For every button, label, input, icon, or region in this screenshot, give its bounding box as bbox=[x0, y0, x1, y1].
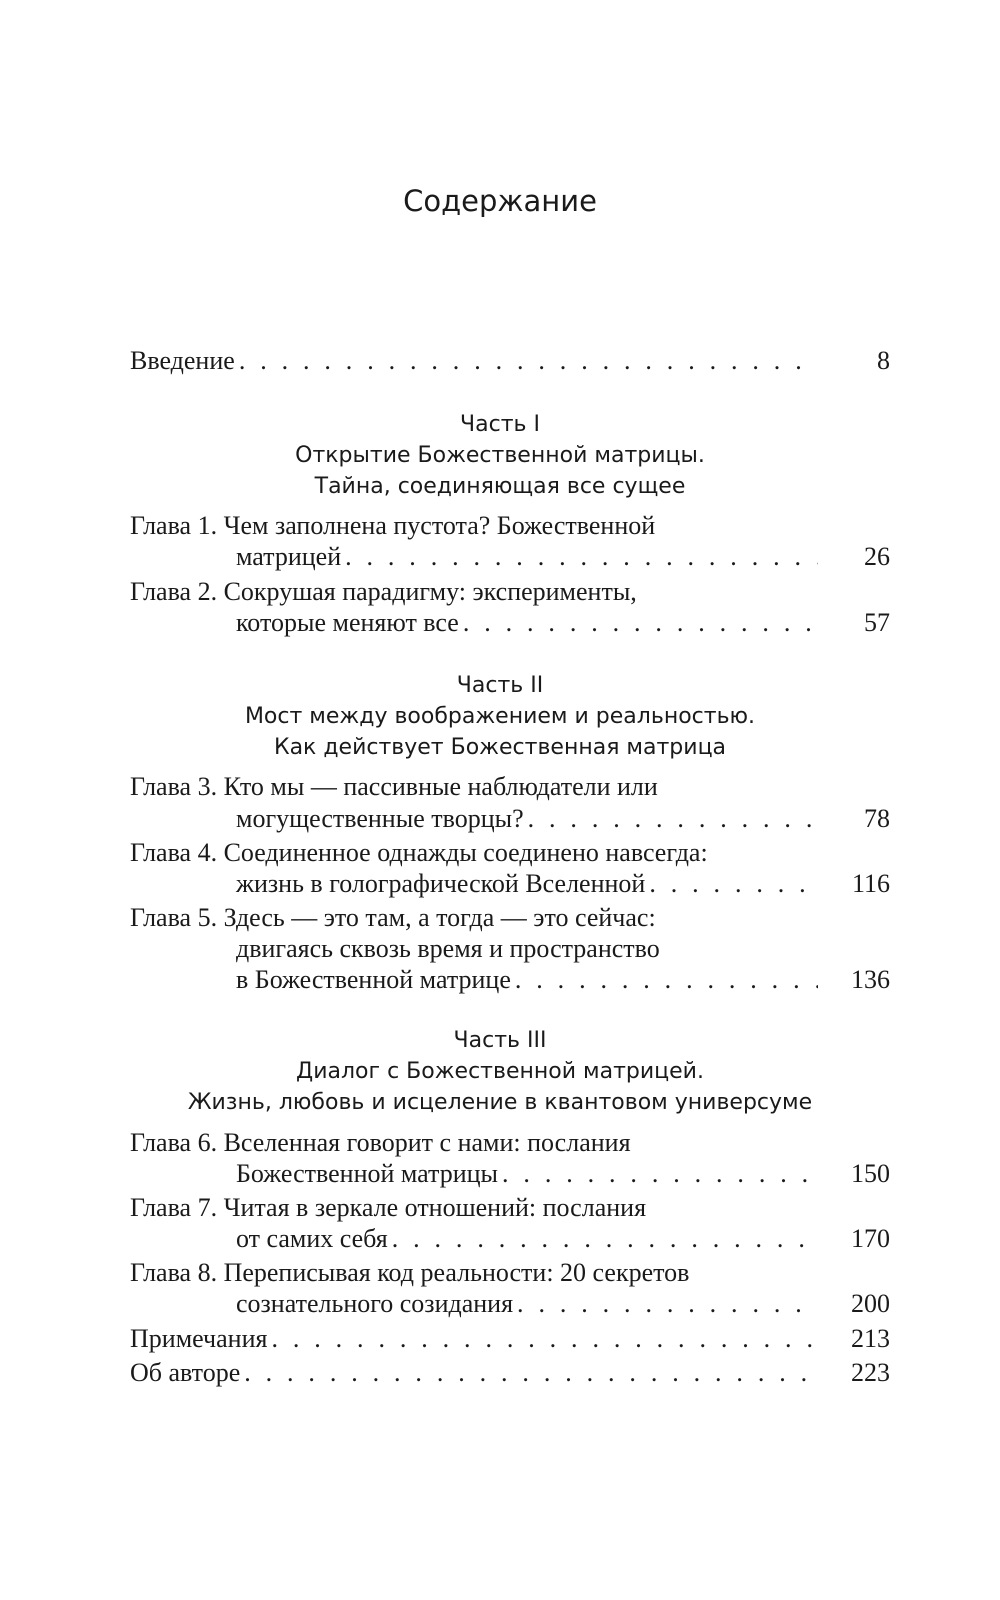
page-number: 26 bbox=[864, 542, 890, 571]
toc-entry-chapter-4[interactable]: Глава 4. Соединенное однажды соединено навсегда: bbox=[130, 838, 708, 867]
toc-entry-about-author[interactable] bbox=[130, 1356, 890, 1390]
page-number: 116 bbox=[851, 869, 890, 898]
toc-entry-chapter-7-cont[interactable] bbox=[236, 1222, 890, 1256]
toc-entry-label: которые меняют все bbox=[236, 608, 459, 637]
toc-entry-chapter-3[interactable]: Глава 3. Кто мы — пассивные наблюдатели или bbox=[130, 772, 658, 801]
dot-leader bbox=[341, 540, 818, 574]
toc-entry-chapter-2[interactable]: Глава 2. Сокрушая парадигму: эксперименты, bbox=[130, 577, 637, 606]
page-number: 200 bbox=[851, 1289, 890, 1318]
toc-entry-chapter-6[interactable]: Глава 6. Вселенная говорит с нами: послания bbox=[130, 1128, 631, 1157]
toc-entry-label: от самих себя bbox=[236, 1224, 388, 1253]
dot-leader bbox=[459, 606, 818, 640]
toc-entry-label: жизнь в голографической Вселенной bbox=[236, 869, 646, 898]
toc-entry-label: Введение bbox=[130, 346, 235, 375]
page-number: 78 bbox=[864, 804, 890, 833]
dot-leader bbox=[513, 1287, 818, 1321]
toc-entry-label: Божественной матрицы bbox=[236, 1159, 499, 1188]
toc-entry-chapter-8[interactable]: Глава 8. Переписывая код реальности: 20 секретов bbox=[130, 1258, 690, 1287]
toc-entry-label: матрицей bbox=[236, 542, 342, 571]
toc-entry-chapter-5[interactable]: Глава 5. Здесь — это там, а тогда — это сейчас: bbox=[130, 903, 656, 932]
toc-entry-chapter-5-cont[interactable] bbox=[236, 963, 890, 997]
toc-entry-label: Об авторе bbox=[130, 1358, 241, 1387]
toc-entry-chapter-3-cont[interactable] bbox=[236, 802, 890, 836]
toc-entry-chapter-1-cont[interactable] bbox=[236, 540, 890, 574]
part-title: Тайна, соединяющая все сущее bbox=[314, 474, 686, 499]
toc-entry-chapter-8-cont[interactable] bbox=[236, 1287, 890, 1321]
page-number: 223 bbox=[851, 1358, 890, 1387]
toc-entry-chapter-5-cont[interactable]: двигаясь сквозь время и пространство bbox=[236, 934, 660, 963]
dot-leader bbox=[498, 1157, 818, 1191]
toc-entry-label: Примечания bbox=[130, 1324, 268, 1353]
dot-leader bbox=[388, 1222, 818, 1256]
part-title: Открытие Божественной матрицы. bbox=[295, 443, 705, 468]
toc-entry-intro[interactable] bbox=[130, 344, 890, 378]
page-number: 8 bbox=[877, 346, 890, 375]
dot-leader bbox=[511, 963, 818, 997]
toc-entry-label: в Божественной матрице bbox=[236, 965, 511, 994]
toc-entry-notes[interactable] bbox=[130, 1322, 890, 1356]
part-label: Часть III bbox=[453, 1028, 547, 1053]
part-label: Часть I bbox=[460, 412, 540, 437]
dot-leader bbox=[267, 1322, 818, 1356]
part-title: Мост между воображением и реальностью. bbox=[244, 704, 756, 729]
toc-entry-chapter-4-cont[interactable] bbox=[236, 867, 890, 901]
page-number: 170 bbox=[851, 1224, 890, 1253]
toc-entry-label: сознательного созидания bbox=[236, 1289, 514, 1318]
part-label: Часть II bbox=[456, 673, 544, 698]
page-title: Содержание bbox=[403, 184, 597, 218]
page-number: 213 bbox=[851, 1324, 890, 1353]
page-number: 136 bbox=[851, 965, 890, 994]
dot-leader bbox=[240, 1356, 818, 1390]
dot-leader bbox=[235, 344, 818, 378]
page-number: 57 bbox=[864, 608, 890, 637]
dot-leader bbox=[524, 802, 818, 836]
toc-entry-label: могущественные творцы? bbox=[236, 804, 524, 833]
toc-entry-chapter-1[interactable]: Глава 1. Чем заполнена пустота? Божественной bbox=[130, 511, 656, 540]
page-number: 150 bbox=[851, 1159, 890, 1188]
toc-entry-chapter-7[interactable]: Глава 7. Читая в зеркале отношений: послания bbox=[130, 1193, 647, 1222]
part-title: Как действует Божественная матрица bbox=[273, 735, 727, 760]
part-title: Жизнь, любовь и исцеление в квантовом универсуме bbox=[187, 1090, 813, 1115]
dot-leader bbox=[645, 867, 818, 901]
part-title: Диалог с Божественной матрицей. bbox=[296, 1059, 704, 1084]
toc-entry-chapter-6-cont[interactable] bbox=[236, 1157, 890, 1191]
toc-entry-chapter-2-cont[interactable] bbox=[236, 606, 890, 640]
